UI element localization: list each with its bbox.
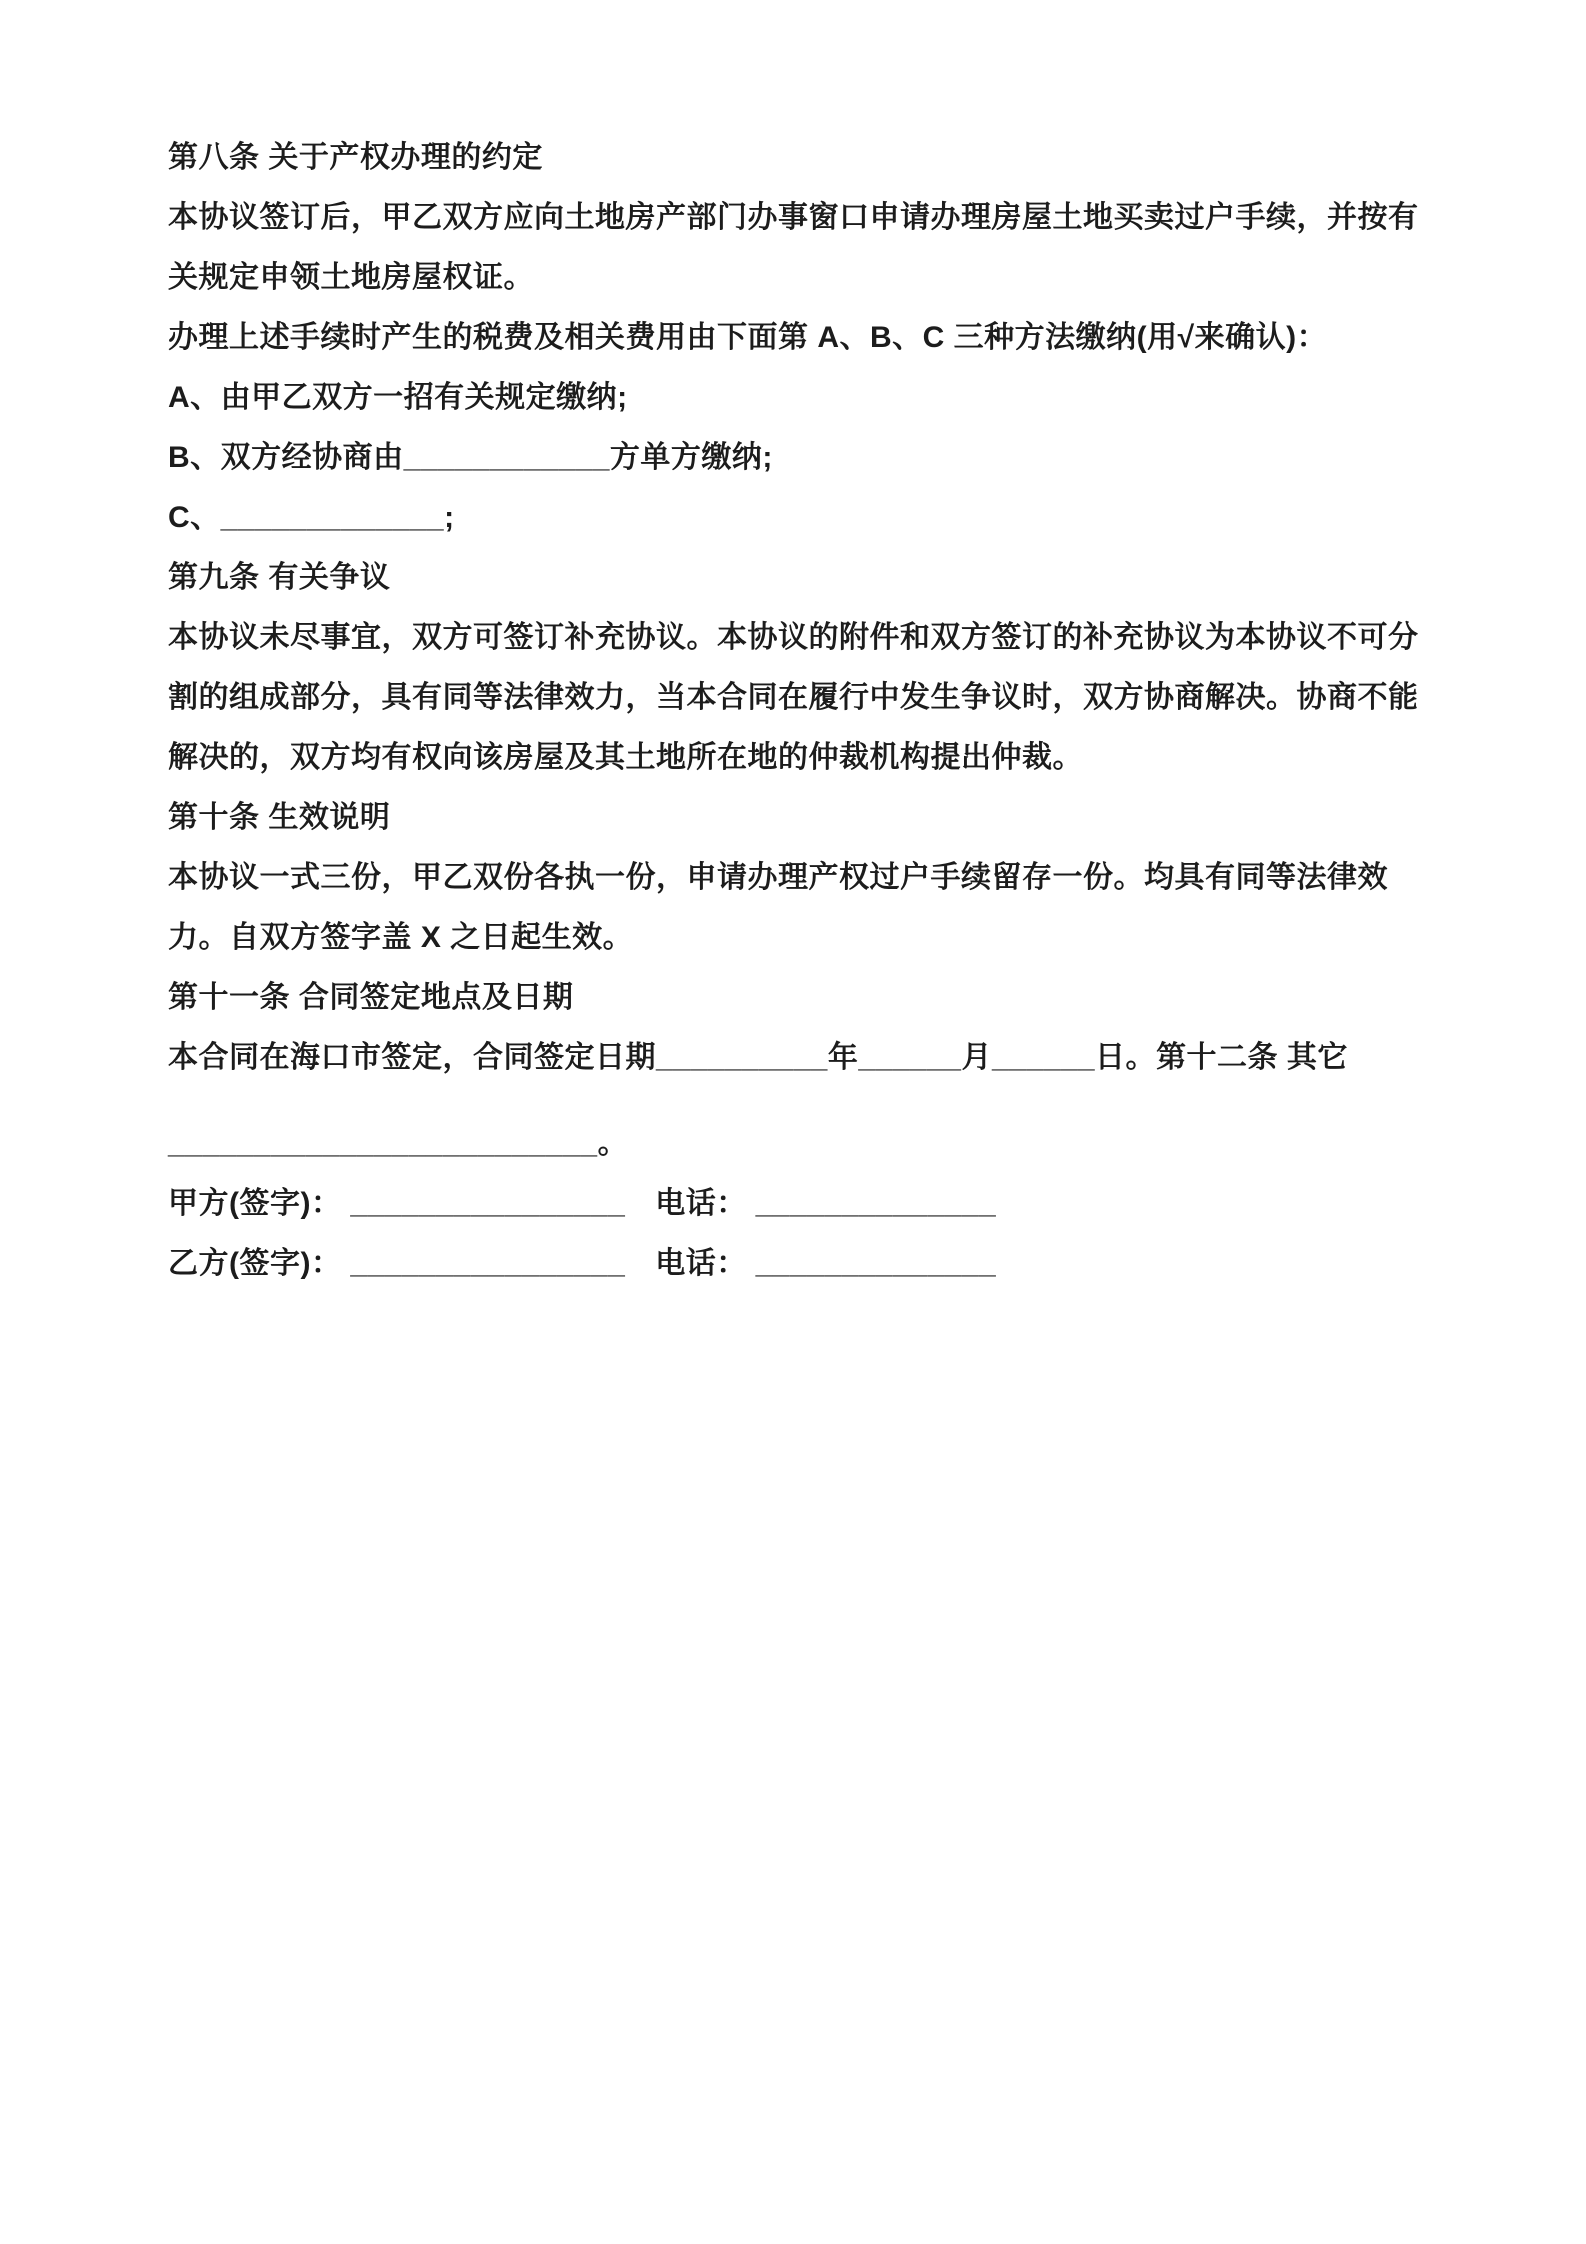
article-9-heading: 第九条 有关争议 <box>168 561 391 594</box>
article-11-paragraph-signing-date <box>168 1028 1424 1088</box>
article-9-paragraph-disputes: 本协议未尽事宜，双方可签订补充协议。本协议的附件和双方签订的补充协议为本协议不可分割的组成部分，具有同等法律效力，当本合同在履行中发生争议时，双方协商解决。协商不能解决的，双方均有权向该房屋及其土地所在地的仲裁机构提出仲裁。 <box>168 621 1419 774</box>
article-10-heading: 第十条 生效说明 <box>168 801 391 834</box>
party-b-signature-label: 乙方(签字)： ________________ <box>168 1247 626 1280</box>
article-12-inline-heading: 第十二条 其它 <box>1156 1041 1348 1074</box>
party-b-phone-label: 电话： ______________ <box>655 1247 997 1280</box>
party-a-signature-row <box>168 1174 1424 1234</box>
party-a-phone-label: 电话： ______________ <box>655 1187 997 1220</box>
article-8-paragraph-tax-methods: 办理上述手续时产生的税费及相关费用由下面第 A、B、C 三种方法缴纳(用√来确认)： <box>168 321 1328 354</box>
tax-option-a: A、由甲乙双方一招有关规定缴纳; <box>168 381 628 414</box>
party-b-signature-row <box>168 1234 1424 1294</box>
article-8-heading: 第八条 关于产权办理的约定 <box>168 141 543 174</box>
tax-option-b: B、双方经协商由____________方单方缴纳; <box>168 441 773 474</box>
article-8-paragraph-registration: 本协议签订后，甲乙双方应向土地房产部门办事窗口申请办理房屋土地买卖过户手续，并按有关规定申领土地房屋权证。 <box>168 201 1419 294</box>
tax-option-c: C、_____________; <box>168 501 455 534</box>
article-10-paragraph-effectiveness: 本协议一式三份，甲乙双份各执一份，申请办理产权过户手续留存一份。均具有同等法律效力。自双方签字盖 X 之日起生效。 <box>168 861 1388 954</box>
article-11-heading: 第十一条 合同签定地点及日期 <box>168 981 574 1014</box>
party-a-signature-label: 甲方(签字)： ________________ <box>168 1187 626 1220</box>
article-12-other-blank-line: _________________________。 <box>168 1127 629 1160</box>
signing-date-text: 本合同在海口市签定，合同签定日期__________年______月______日。 <box>168 1041 1157 1074</box>
